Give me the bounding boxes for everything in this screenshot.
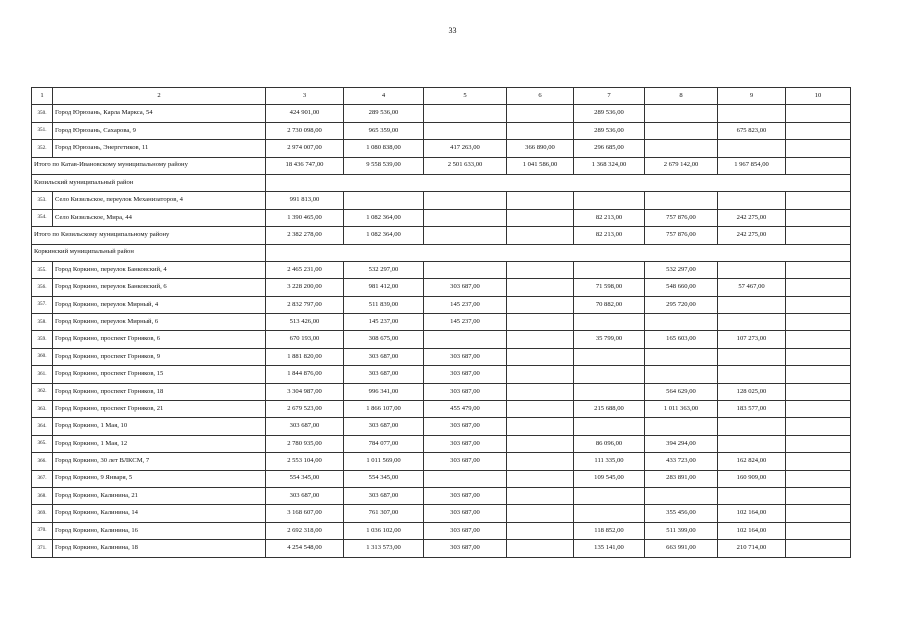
value-cell: [507, 540, 574, 557]
address-cell: Город Коркино, 1 Мая, 10: [53, 418, 266, 435]
address-cell: Город Юрюзань, Карла Маркса, 54: [53, 105, 266, 122]
total-value-cell: 1 368 324,00: [574, 157, 645, 174]
total-row: [32, 227, 851, 244]
table-row: [32, 122, 851, 139]
table-row: [32, 105, 851, 122]
value-cell: [786, 453, 851, 470]
table-row: [32, 140, 851, 157]
total-value-cell: 757 876,00: [645, 227, 718, 244]
value-cell: 417 263,00: [424, 140, 507, 157]
value-cell: 303 687,00: [344, 366, 424, 383]
value-cell: 145 237,00: [424, 314, 507, 331]
row-number: 357.: [32, 296, 53, 313]
value-cell: [507, 192, 574, 209]
table-row: [32, 453, 851, 470]
value-cell: 303 687,00: [344, 418, 424, 435]
value-cell: 242 275,00: [718, 209, 786, 226]
total-value-cell: 2 382 278,00: [266, 227, 344, 244]
value-cell: 303 687,00: [424, 383, 507, 400]
value-cell: [645, 122, 718, 139]
value-cell: 86 096,00: [574, 435, 645, 452]
value-cell: [344, 192, 424, 209]
value-cell: 663 991,00: [645, 540, 718, 557]
total-value-cell: 9 558 539,00: [344, 157, 424, 174]
value-cell: [718, 296, 786, 313]
total-value-cell: 1 967 854,00: [718, 157, 786, 174]
table-row: [32, 383, 851, 400]
value-cell: [718, 261, 786, 278]
address-cell: Город Юрюзань, Сахарова, 9: [53, 122, 266, 139]
total-value-cell: 242 275,00: [718, 227, 786, 244]
section-spacer: [266, 244, 851, 261]
value-cell: 670 193,00: [266, 331, 344, 348]
value-cell: 289 536,00: [574, 122, 645, 139]
total-value-cell: 18 436 747,00: [266, 157, 344, 174]
value-cell: 289 536,00: [574, 105, 645, 122]
table-row: [32, 470, 851, 487]
value-cell: 303 687,00: [266, 487, 344, 504]
value-cell: [645, 140, 718, 157]
value-cell: 554 345,00: [266, 470, 344, 487]
value-cell: 135 141,00: [574, 540, 645, 557]
budget-table: [31, 87, 851, 558]
value-cell: 303 687,00: [424, 279, 507, 296]
value-cell: 107 273,00: [718, 331, 786, 348]
address-cell: Город Коркино, 1 Мая, 12: [53, 435, 266, 452]
table-row: [32, 487, 851, 504]
section-row: [32, 244, 851, 261]
value-cell: [574, 192, 645, 209]
value-cell: 532 297,00: [344, 261, 424, 278]
value-cell: 4 254 548,00: [266, 540, 344, 557]
value-cell: 82 213,00: [574, 209, 645, 226]
value-cell: 145 237,00: [344, 314, 424, 331]
table-row: [32, 348, 851, 365]
table-row: [32, 192, 851, 209]
row-number: 354.: [32, 209, 53, 226]
page-number: 33: [448, 26, 457, 35]
value-cell: 283 891,00: [645, 470, 718, 487]
column-header: 8: [645, 88, 718, 105]
value-cell: [718, 487, 786, 504]
value-cell: 145 237,00: [424, 296, 507, 313]
value-cell: 303 687,00: [424, 522, 507, 539]
column-header: 3: [266, 88, 344, 105]
table-row: [32, 296, 851, 313]
value-cell: 1 881 820,00: [266, 348, 344, 365]
value-cell: 564 629,00: [645, 383, 718, 400]
table-row: [32, 435, 851, 452]
value-cell: [786, 261, 851, 278]
total-label: Итого по Кизильскому муниципальному району: [32, 227, 266, 244]
row-number: 371.: [32, 540, 53, 557]
value-cell: [574, 418, 645, 435]
value-cell: [507, 122, 574, 139]
value-cell: 554 345,00: [344, 470, 424, 487]
section-label: Коркинский муниципальный район: [32, 244, 266, 261]
value-cell: 160 909,00: [718, 470, 786, 487]
total-value-cell: [786, 157, 851, 174]
column-header: 4: [344, 88, 424, 105]
row-number: 352.: [32, 140, 53, 157]
value-cell: [507, 105, 574, 122]
value-cell: [786, 540, 851, 557]
row-number: 363.: [32, 401, 53, 418]
value-cell: 102 164,00: [718, 522, 786, 539]
value-cell: 1 036 102,00: [344, 522, 424, 539]
value-cell: 1 313 573,00: [344, 540, 424, 557]
value-cell: 513 426,00: [266, 314, 344, 331]
value-cell: 1 011 363,00: [645, 401, 718, 418]
value-cell: [786, 487, 851, 504]
value-cell: [645, 105, 718, 122]
value-cell: 394 294,00: [645, 435, 718, 452]
value-cell: [645, 314, 718, 331]
value-cell: [786, 348, 851, 365]
value-cell: [786, 192, 851, 209]
value-cell: 1 390 465,00: [266, 209, 344, 226]
table-row: [32, 522, 851, 539]
column-header: 7: [574, 88, 645, 105]
value-cell: [574, 261, 645, 278]
value-cell: [424, 209, 507, 226]
row-number: 350.: [32, 105, 53, 122]
value-cell: [718, 140, 786, 157]
row-number: 370.: [32, 522, 53, 539]
value-cell: [786, 122, 851, 139]
value-cell: 2 730 098,00: [266, 122, 344, 139]
value-cell: [574, 348, 645, 365]
column-header: 1: [32, 88, 53, 105]
value-cell: [645, 366, 718, 383]
address-cell: Город Коркино, проспект Горняков, 21: [53, 401, 266, 418]
value-cell: [786, 383, 851, 400]
value-cell: [424, 261, 507, 278]
value-cell: 303 687,00: [424, 435, 507, 452]
table-row: [32, 401, 851, 418]
value-cell: [786, 279, 851, 296]
value-cell: 289 536,00: [344, 105, 424, 122]
total-value-cell: [786, 227, 851, 244]
value-cell: [574, 314, 645, 331]
address-cell: Город Коркино, проспект Горняков, 6: [53, 331, 266, 348]
value-cell: [424, 331, 507, 348]
value-cell: [786, 470, 851, 487]
value-cell: [507, 296, 574, 313]
value-cell: 303 687,00: [424, 453, 507, 470]
address-cell: Село Кизильское, переулок Механизаторов, 4: [53, 192, 266, 209]
value-cell: [507, 331, 574, 348]
row-number: 362.: [32, 383, 53, 400]
value-cell: 511 399,00: [645, 522, 718, 539]
total-value-cell: [424, 227, 507, 244]
value-cell: [574, 505, 645, 522]
row-number: 360.: [32, 348, 53, 365]
value-cell: 70 882,00: [574, 296, 645, 313]
row-number: 367.: [32, 470, 53, 487]
value-cell: 1 011 569,00: [344, 453, 424, 470]
total-label: Итого по Катав-Ивановскому муниципальному району: [32, 157, 266, 174]
value-cell: 2 553 104,00: [266, 453, 344, 470]
table-row: [32, 314, 851, 331]
value-cell: [645, 418, 718, 435]
value-cell: [645, 348, 718, 365]
value-cell: 1 082 364,00: [344, 209, 424, 226]
address-cell: Город Коркино, проспект Горняков, 18: [53, 383, 266, 400]
value-cell: [786, 140, 851, 157]
value-cell: 2 780 935,00: [266, 435, 344, 452]
value-cell: 355 456,00: [645, 505, 718, 522]
value-cell: 303 687,00: [344, 348, 424, 365]
section-spacer: [266, 174, 851, 191]
value-cell: 455 479,00: [424, 401, 507, 418]
value-cell: [786, 366, 851, 383]
value-cell: [507, 348, 574, 365]
value-cell: 2 679 523,00: [266, 401, 344, 418]
value-cell: 511 839,00: [344, 296, 424, 313]
value-cell: 991 813,00: [266, 192, 344, 209]
row-number: 361.: [32, 366, 53, 383]
column-header: 9: [718, 88, 786, 105]
value-cell: 215 688,00: [574, 401, 645, 418]
row-number: 355.: [32, 261, 53, 278]
address-cell: Город Коркино, переулок Мирный, 4: [53, 296, 266, 313]
total-value-cell: 1 041 586,00: [507, 157, 574, 174]
value-cell: [718, 314, 786, 331]
value-cell: 303 687,00: [266, 418, 344, 435]
table-row: [32, 209, 851, 226]
value-cell: 2 974 007,00: [266, 140, 344, 157]
value-cell: [645, 192, 718, 209]
value-cell: 183 577,00: [718, 401, 786, 418]
value-cell: [786, 522, 851, 539]
row-number: 358.: [32, 314, 53, 331]
address-cell: Город Коркино, переулок Банковский, 6: [53, 279, 266, 296]
header-row: [32, 88, 851, 105]
value-cell: [786, 314, 851, 331]
address-cell: Город Коркино, 9 Января, 5: [53, 470, 266, 487]
value-cell: 303 687,00: [424, 418, 507, 435]
value-cell: [507, 279, 574, 296]
total-value-cell: 2 501 633,00: [424, 157, 507, 174]
value-cell: [718, 348, 786, 365]
value-cell: 3 228 200,00: [266, 279, 344, 296]
address-cell: Город Коркино, Калинина, 16: [53, 522, 266, 539]
address-cell: Город Коркино, Калинина, 14: [53, 505, 266, 522]
value-cell: [507, 435, 574, 452]
value-cell: [786, 505, 851, 522]
column-header: 10: [786, 88, 851, 105]
table-row: [32, 418, 851, 435]
total-row: [32, 157, 851, 174]
value-cell: 303 687,00: [424, 540, 507, 557]
value-cell: [507, 470, 574, 487]
row-number: 356.: [32, 279, 53, 296]
value-cell: [507, 505, 574, 522]
value-cell: 675 823,00: [718, 122, 786, 139]
value-cell: [786, 331, 851, 348]
value-cell: 981 412,00: [344, 279, 424, 296]
value-cell: [507, 522, 574, 539]
value-cell: [424, 105, 507, 122]
value-cell: 303 687,00: [424, 487, 507, 504]
column-header: 2: [53, 88, 266, 105]
value-cell: [424, 122, 507, 139]
column-header: 5: [424, 88, 507, 105]
value-cell: 1 844 876,00: [266, 366, 344, 383]
value-cell: 757 876,00: [645, 209, 718, 226]
row-number: 359.: [32, 331, 53, 348]
table-row: [32, 366, 851, 383]
value-cell: [507, 261, 574, 278]
value-cell: 548 660,00: [645, 279, 718, 296]
value-cell: 308 675,00: [344, 331, 424, 348]
value-cell: 296 685,00: [574, 140, 645, 157]
value-cell: 210 714,00: [718, 540, 786, 557]
value-cell: [786, 105, 851, 122]
row-number: 365.: [32, 435, 53, 452]
value-cell: [507, 366, 574, 383]
value-cell: [507, 314, 574, 331]
row-number: 366.: [32, 453, 53, 470]
value-cell: 35 799,00: [574, 331, 645, 348]
value-cell: [718, 105, 786, 122]
address-cell: Город Коркино, переулок Мирный, 6: [53, 314, 266, 331]
row-number: 368.: [32, 487, 53, 504]
value-cell: 71 598,00: [574, 279, 645, 296]
value-cell: [786, 209, 851, 226]
total-value-cell: 2 679 142,00: [645, 157, 718, 174]
value-cell: [507, 383, 574, 400]
address-cell: Город Коркино, Калинина, 21: [53, 487, 266, 504]
value-cell: [786, 435, 851, 452]
total-value-cell: [507, 227, 574, 244]
value-cell: [507, 418, 574, 435]
value-cell: [718, 192, 786, 209]
value-cell: [424, 192, 507, 209]
value-cell: [786, 296, 851, 313]
value-cell: [574, 366, 645, 383]
value-cell: 102 164,00: [718, 505, 786, 522]
address-cell: Город Коркино, 30 лет ВЛКСМ, 7: [53, 453, 266, 470]
table-row: [32, 331, 851, 348]
table-body: [32, 88, 851, 558]
value-cell: 1 866 107,00: [344, 401, 424, 418]
section-label: Кизильский муниципальный район: [32, 174, 266, 191]
value-cell: 128 025,00: [718, 383, 786, 400]
value-cell: 118 852,00: [574, 522, 645, 539]
value-cell: 2 832 797,00: [266, 296, 344, 313]
row-number: 353.: [32, 192, 53, 209]
value-cell: 366 890,00: [507, 140, 574, 157]
address-cell: Город Коркино, проспект Горняков, 9: [53, 348, 266, 365]
value-cell: 761 307,00: [344, 505, 424, 522]
value-cell: [786, 401, 851, 418]
value-cell: 784 077,00: [344, 435, 424, 452]
value-cell: 303 687,00: [424, 366, 507, 383]
value-cell: 532 297,00: [645, 261, 718, 278]
address-cell: Город Коркино, проспект Горняков, 15: [53, 366, 266, 383]
value-cell: [786, 418, 851, 435]
value-cell: 57 467,00: [718, 279, 786, 296]
table-row: [32, 261, 851, 278]
address-cell: Город Коркино, Калинина, 18: [53, 540, 266, 557]
address-cell: Село Кизильское, Мира, 44: [53, 209, 266, 226]
address-cell: Город Юрюзань, Энергетиков, 11: [53, 140, 266, 157]
value-cell: [574, 383, 645, 400]
column-header: 6: [507, 88, 574, 105]
value-cell: 295 720,00: [645, 296, 718, 313]
section-row: [32, 174, 851, 191]
value-cell: 996 341,00: [344, 383, 424, 400]
value-cell: 1 080 838,00: [344, 140, 424, 157]
total-value-cell: 82 213,00: [574, 227, 645, 244]
value-cell: 109 545,00: [574, 470, 645, 487]
value-cell: 965 359,00: [344, 122, 424, 139]
value-cell: [507, 453, 574, 470]
value-cell: 162 824,00: [718, 453, 786, 470]
table-row: [32, 279, 851, 296]
total-value-cell: 1 082 364,00: [344, 227, 424, 244]
value-cell: 433 723,00: [645, 453, 718, 470]
table-row: [32, 505, 851, 522]
row-number: 351.: [32, 122, 53, 139]
value-cell: 303 687,00: [424, 348, 507, 365]
value-cell: 424 901,00: [266, 105, 344, 122]
value-cell: 303 687,00: [344, 487, 424, 504]
value-cell: 2 692 318,00: [266, 522, 344, 539]
value-cell: [645, 487, 718, 504]
value-cell: [574, 487, 645, 504]
value-cell: [718, 418, 786, 435]
value-cell: [507, 401, 574, 418]
value-cell: [718, 435, 786, 452]
row-number: 369.: [32, 505, 53, 522]
row-number: 364.: [32, 418, 53, 435]
value-cell: [507, 209, 574, 226]
value-cell: [424, 470, 507, 487]
address-cell: Город Коркино, переулок Банковский, 4: [53, 261, 266, 278]
value-cell: 2 465 231,00: [266, 261, 344, 278]
value-cell: 3 304 987,00: [266, 383, 344, 400]
value-cell: 3 168 607,00: [266, 505, 344, 522]
value-cell: 303 687,00: [424, 505, 507, 522]
value-cell: [718, 366, 786, 383]
value-cell: [507, 487, 574, 504]
table-row: [32, 540, 851, 557]
value-cell: 111 335,00: [574, 453, 645, 470]
value-cell: 165 603,00: [645, 331, 718, 348]
